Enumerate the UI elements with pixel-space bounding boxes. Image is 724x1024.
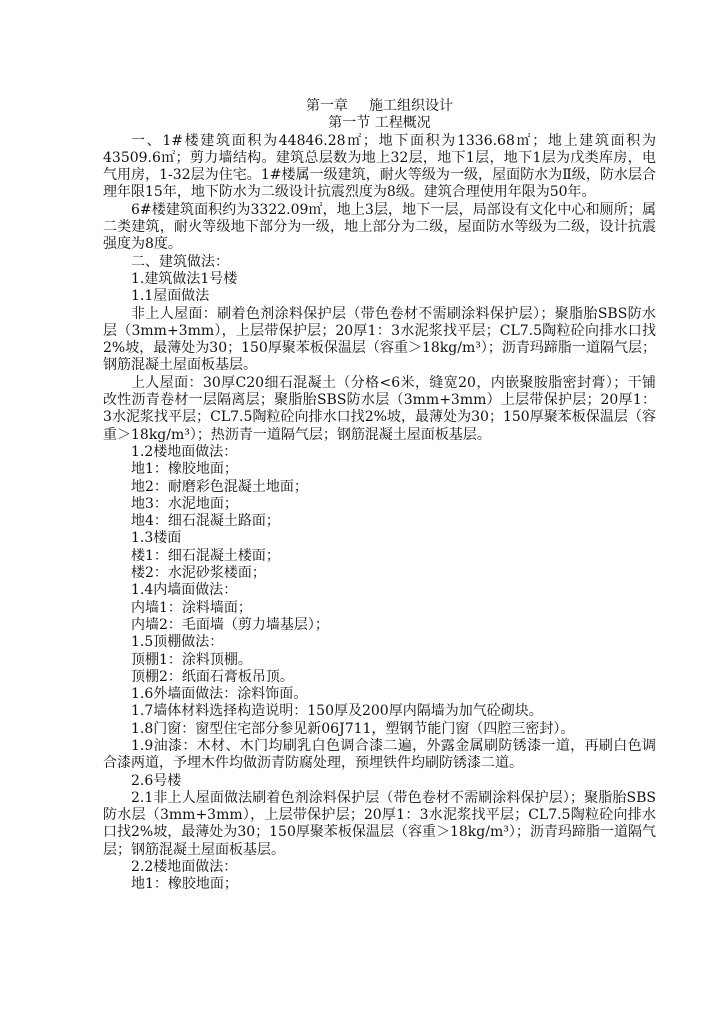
paragraph-doors-windows: 1.8门窗：窗型住宅部分参见新06J711，塑钢节能门窗（四腔三密封）。	[131, 720, 575, 737]
heading-building-1-methods: 1.建筑做法1号楼	[131, 270, 238, 287]
heading-building-6: 2.6号楼	[131, 772, 182, 789]
chapter-number: 第一章	[306, 98, 348, 114]
heading-ceilings: 1.5顶棚做法：	[131, 634, 224, 651]
heading-roof-methods: 1.1屋面做法	[131, 288, 210, 305]
list-item: 内墙1：涂料墙面；	[131, 599, 252, 616]
paragraph-non-accessible-roof: 非上人屋面：刷着色剂涂料保护层（带色卷材不需刷涂料保护层）；聚脂胎SBS防水层（3mm+3mm），上层带保护层；20厚1：3水泥浆找平层；CL7.5陶粒砼向排水口找2%坡，最薄处为30；150厚聚苯板保温层（容重＞18kg/m³）；沥青玛蹄脂一道隔气层；钢筋混凝土屋面板基层。	[103, 305, 656, 374]
list-item: 内墙2：毛面墙（剪力墙基层）；	[131, 616, 329, 633]
paragraph-building-6: 6#楼建筑面积约为3322.09㎡，地上3层，地下一层，局部设有文化中心和厕所；属二类建筑，耐火等级地下部分为一级，地上部分为二级，屋面防水等级为二级，设计抗震强度为8度。	[103, 201, 656, 253]
exterior-wall-line: 1.6外墙面做法：涂料饰面。	[131, 686, 308, 703]
section-title: 第一节 工程概况	[328, 115, 431, 132]
paragraph-accessible-roof: 上人屋面：30厚C20细石混凝土（分格<6米，缝宽20，内嵌聚胺脂密封膏）；干铺改性沥青卷材一层隔离层；聚脂胎SBS防水层（3mm+3mm）上层带保护层；20厚1：3水泥浆找平层；CL7.5陶粒砼向排水口找2%坡，最薄处为30；150厚聚苯板保温层（容重＞18kg/m³）；热沥青一道隔气层；钢筋混凝土屋面板基层。	[103, 374, 656, 443]
list-item: 地1：橡胶地面；	[131, 461, 238, 478]
heading-floor-methods: 1.2楼地面做法：	[131, 443, 238, 460]
list-item: 楼1：细石混凝土楼面；	[131, 547, 280, 564]
list-item: 地4：细石混凝土路面；	[131, 513, 280, 530]
list-item: 顶棚1：涂料顶棚。	[131, 651, 252, 668]
heading-building-6-floor: 2.2楼地面做法：	[131, 859, 238, 876]
paragraph-building-1: 一、1#楼建筑面积为44846.28㎡；地下面积为1336.68㎡；地上建筑面积为43509.6㎡；剪力墙结构。建筑总层数为地上32层，地下1层，地下1层为戊类库房，电气用房，1-32层为住宅。1#楼属一级建筑，耐火等级为一级，屋面防水为Ⅱ级，防水层合理年限15年，地下防水为二级设计抗震烈度为8级。建筑合理使用年限为50年。	[103, 132, 656, 201]
paragraph-paint: 1.9油漆：木材、木门均刷乳白色调合漆二遍，外露金属刷防锈漆一道，再刷白色调合漆两道，予埋木件均做沥青防腐处理，预埋铁件均刷防锈漆二道。	[103, 737, 656, 772]
heading-floors: 1.3楼面	[131, 530, 182, 547]
heading-construction-methods: 二、建筑做法：	[131, 253, 229, 270]
list-item: 楼2：水泥砂浆楼面；	[131, 565, 266, 582]
heading-interior-walls: 1.4内墙面做法：	[131, 582, 238, 599]
paragraph-building-6-roof: 2.1非上人屋面做法刷着色剂涂料保护层（带色卷材不需刷涂料保护层）；聚脂胎SBS防水层（3mm+3mm），上层带保护层；20厚1：3水泥浆找平层；CL7.5陶粒砼向排水口找2%坡，最薄处为30；150厚聚苯板保温层（容重＞18kg/m³）；沥青玛蹄脂一道隔气层；钢筋混凝土屋面板基层。	[103, 789, 656, 858]
list-item: 顶棚2：纸面石膏板吊顶。	[131, 668, 294, 685]
list-item: 地2：耐磨彩色混凝土地面；	[131, 478, 308, 495]
chapter-title: 施工组织设计	[369, 98, 453, 114]
list-item: 地3：水泥地面；	[131, 495, 238, 512]
wall-material-line: 1.7墙体材料选择构造说明：150厚及200厚内隔墙为加气砼砌块。	[131, 703, 543, 720]
list-item: 地1：橡胶地面；	[131, 876, 238, 893]
chapter-heading	[103, 98, 656, 115]
